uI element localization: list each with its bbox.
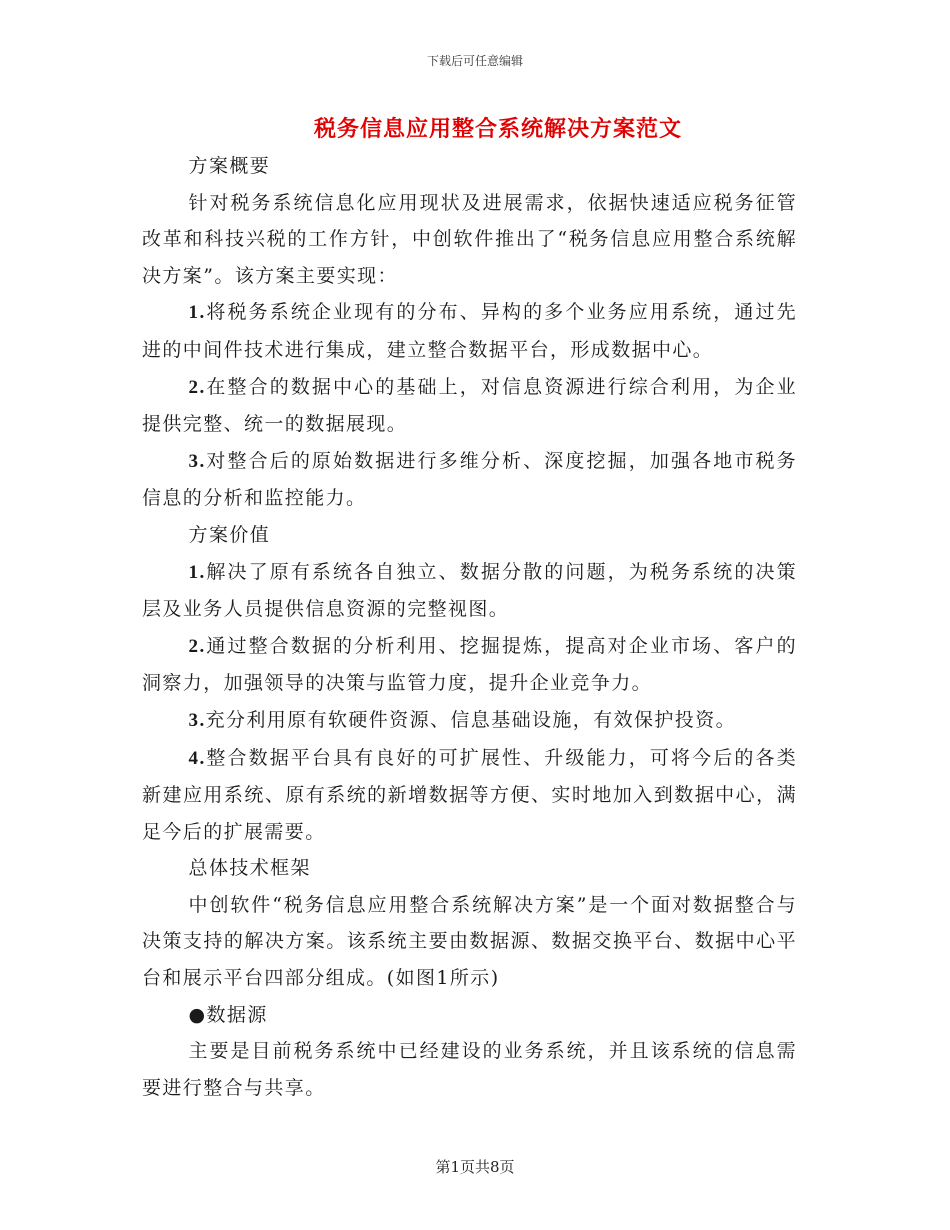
paragraph-text: 中创软件“税务信息应用整合系统解决方案”是一个面对数据整合与决策支持的解决方案。该系统主要由数据源、数据交换平台、数据中心平台和展示平台四部分组成。(如图1所示) bbox=[142, 893, 797, 990]
list-number: 2. bbox=[188, 376, 206, 398]
paragraph-text: 方案概要 bbox=[188, 155, 271, 177]
list-number: 1. bbox=[188, 302, 206, 324]
page-header-note: 下载后可任意编辑 bbox=[426, 54, 523, 68]
section-heading-value bbox=[142, 517, 797, 554]
list-item-goal-3 bbox=[142, 443, 797, 517]
paragraph-text: ●数据源 bbox=[188, 1003, 268, 1026]
paragraph-text: 主要是目前税务系统中已经建设的业务系统，并且该系统的信息需要进行整合与共享。 bbox=[142, 1040, 797, 1099]
paragraph-text: 在整合的数据中心的基础上，对信息资源进行综合利用，为企业提供完整、统一的数据展现。 bbox=[142, 375, 797, 436]
document-body bbox=[142, 148, 797, 1106]
document-title: 税务信息应用整合系统解决方案范文 bbox=[313, 116, 682, 142]
paragraph-text: 针对税务系统信息化应用现状及进展需求，依据快速适应税务征管改革和科技兴税的工作方针，中创软件推出了“税务信息应用整合系统解决方案”。该方案主要实现： bbox=[142, 191, 797, 287]
list-item-value-2 bbox=[142, 628, 797, 702]
paragraph-text: 通过整合数据的分析利用、挖掘提炼，提高对企业市场、客户的洞察力，加强领导的决策与监管力度，提升企业竞争力。 bbox=[142, 634, 797, 695]
paragraph-architecture bbox=[142, 887, 797, 997]
list-number: 1. bbox=[188, 561, 206, 583]
paragraph-text: 解决了原有系统各自独立、数据分散的问题，为税务系统的决策层及业务人员提供信息资源的完整视图。 bbox=[142, 560, 797, 621]
list-item-value-1 bbox=[142, 554, 797, 628]
paragraph-text: 整合数据平台具有良好的可扩展性、升级能力，可将今后的各类新建应用系统、原有系统的新增数据等方便、实时地加入到数据中心，满足今后的扩展需要。 bbox=[142, 746, 797, 843]
section-heading-overview bbox=[142, 148, 797, 185]
paragraph-intro bbox=[142, 185, 797, 295]
list-item-goal-2 bbox=[142, 369, 797, 443]
paragraph-text: 对整合后的原始数据进行多维分析、深度挖掘，加强各地市税务信息的分析和监控能力。 bbox=[142, 449, 797, 510]
bullet-heading-data-source bbox=[142, 997, 797, 1034]
list-number: 3. bbox=[188, 709, 206, 731]
paragraph-text: 将税务系统企业现有的分布、异构的多个业务应用系统，通过先进的中间件技术进行集成，建立整合数据平台，形成数据中心。 bbox=[142, 301, 797, 361]
list-number: 2. bbox=[188, 635, 206, 657]
list-number: 3. bbox=[188, 450, 206, 472]
section-heading-architecture bbox=[142, 850, 797, 887]
paragraph-text: 充分利用原有软硬件资源、信息基础设施，有效保护投资。 bbox=[205, 708, 737, 731]
list-item-goal-1 bbox=[142, 294, 797, 368]
paragraph-text: 总体技术框架 bbox=[188, 857, 311, 880]
list-item-value-3 bbox=[142, 702, 797, 740]
paragraph-text: 方案价值 bbox=[188, 523, 271, 546]
list-number: 4. bbox=[188, 747, 206, 769]
list-item-value-4 bbox=[142, 740, 797, 851]
paragraph-data-source bbox=[142, 1033, 797, 1106]
page-number: 第1页共8页 bbox=[435, 1158, 515, 1176]
